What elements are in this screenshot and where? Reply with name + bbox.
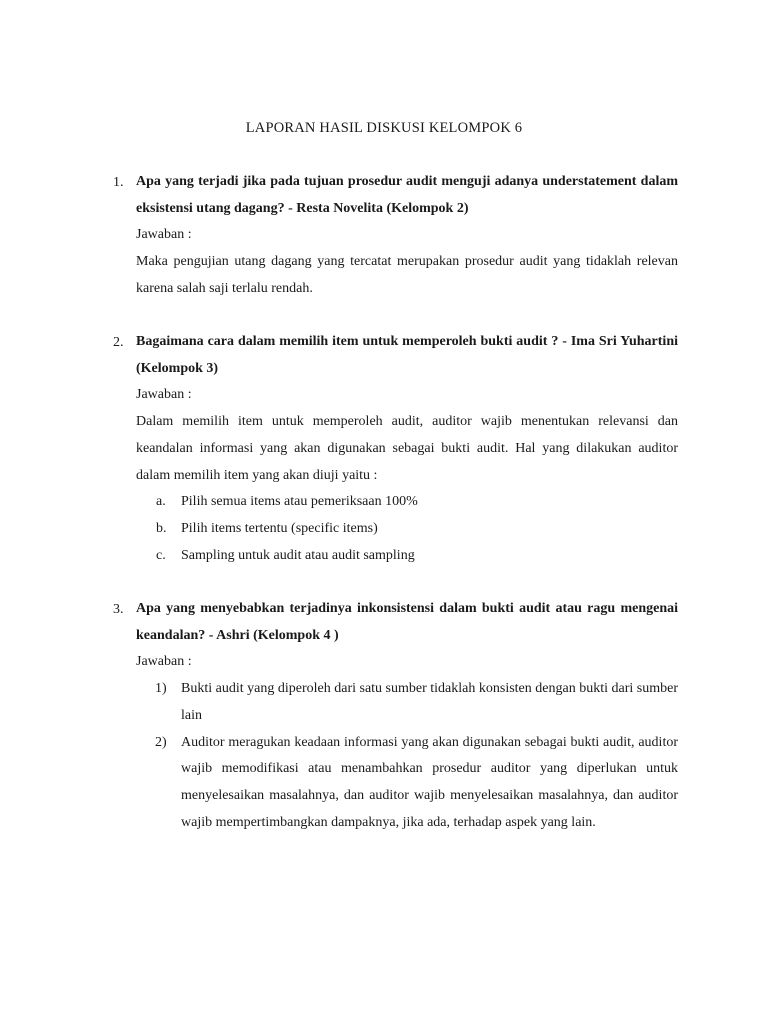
answer-text: Dalam memilih item untuk memperoleh audit, auditor wajib menentukan relevansi dan keandalan informasi yang akan digunakan sebagai bukti audit. Hal yang dilakukan auditor dalam memilih item yang akan diuji yaitu : bbox=[136, 414, 678, 483]
list-item-text: Auditor meragukan keadaan informasi yang akan digunakan sebagai bukti audit, auditor wajib memodifikasi atau menambahkan prosedur auditor yang diperlukan untuk menyelesaikan masalahnya, dan auditor wajib menyelesaikan masalahnya, dan auditor wajib mempertimbangkan dampaknya, jika ada, terhadap aspek yang lain. bbox=[181, 734, 678, 830]
list-item-text: Sampling untuk audit atau audit sampling bbox=[181, 547, 415, 563]
question-text: Apa yang menyebabkan terjadinya inkonsistensi dalam bukti audit atau ragu mengenai keandalan? - Ashri (Kelompok 4 ) bbox=[136, 601, 678, 643]
answer-label: Jawaban : bbox=[136, 227, 192, 243]
item-body bbox=[136, 169, 678, 303]
question-text: Bagaimana cara dalam memilih item untuk memperoleh bukti audit ? - Ima Sri Yuhartini (Kelompok 3) bbox=[136, 334, 678, 376]
list-item bbox=[136, 516, 678, 543]
question-text: Apa yang terjadi jika pada tujuan prosedur audit menguji adanya understatement dalam eksistensi utang dagang? - Resta Novelita (Kelompok 2) bbox=[136, 174, 678, 216]
list-marker: c. bbox=[156, 547, 166, 563]
item-body bbox=[136, 329, 678, 569]
list-marker: 2) bbox=[155, 734, 167, 750]
list-item-text: Bukti audit yang diperoleh dari satu sumber tidaklah konsisten dengan bukti dari sumber lain bbox=[181, 681, 678, 723]
item-number: 2. bbox=[113, 335, 124, 350]
list-item-text: Pilih items tertentu (specific items) bbox=[181, 520, 378, 536]
item-number: 1. bbox=[113, 175, 124, 190]
document-title: LAPORAN HASIL DISKUSI KELOMPOK 6 bbox=[245, 120, 523, 136]
list-item-text: Pilih semua items atau pemeriksaan 100% bbox=[181, 494, 418, 510]
item-body bbox=[136, 596, 678, 836]
list-marker: 1) bbox=[155, 681, 167, 697]
list-marker: b. bbox=[156, 520, 167, 536]
list-item bbox=[136, 676, 678, 729]
answer-text: Maka pengujian utang dagang yang tercatat merupakan prosedur audit yang tidaklah relevan karena salah saji terlalu rendah. bbox=[136, 254, 678, 296]
list-marker: a. bbox=[156, 494, 166, 510]
list-item bbox=[136, 543, 678, 570]
list-item bbox=[136, 730, 678, 837]
answer-label: Jawaban : bbox=[136, 654, 192, 670]
item-number: 3. bbox=[113, 602, 124, 617]
list-item bbox=[136, 489, 678, 516]
answer-label: Jawaban : bbox=[136, 387, 192, 403]
